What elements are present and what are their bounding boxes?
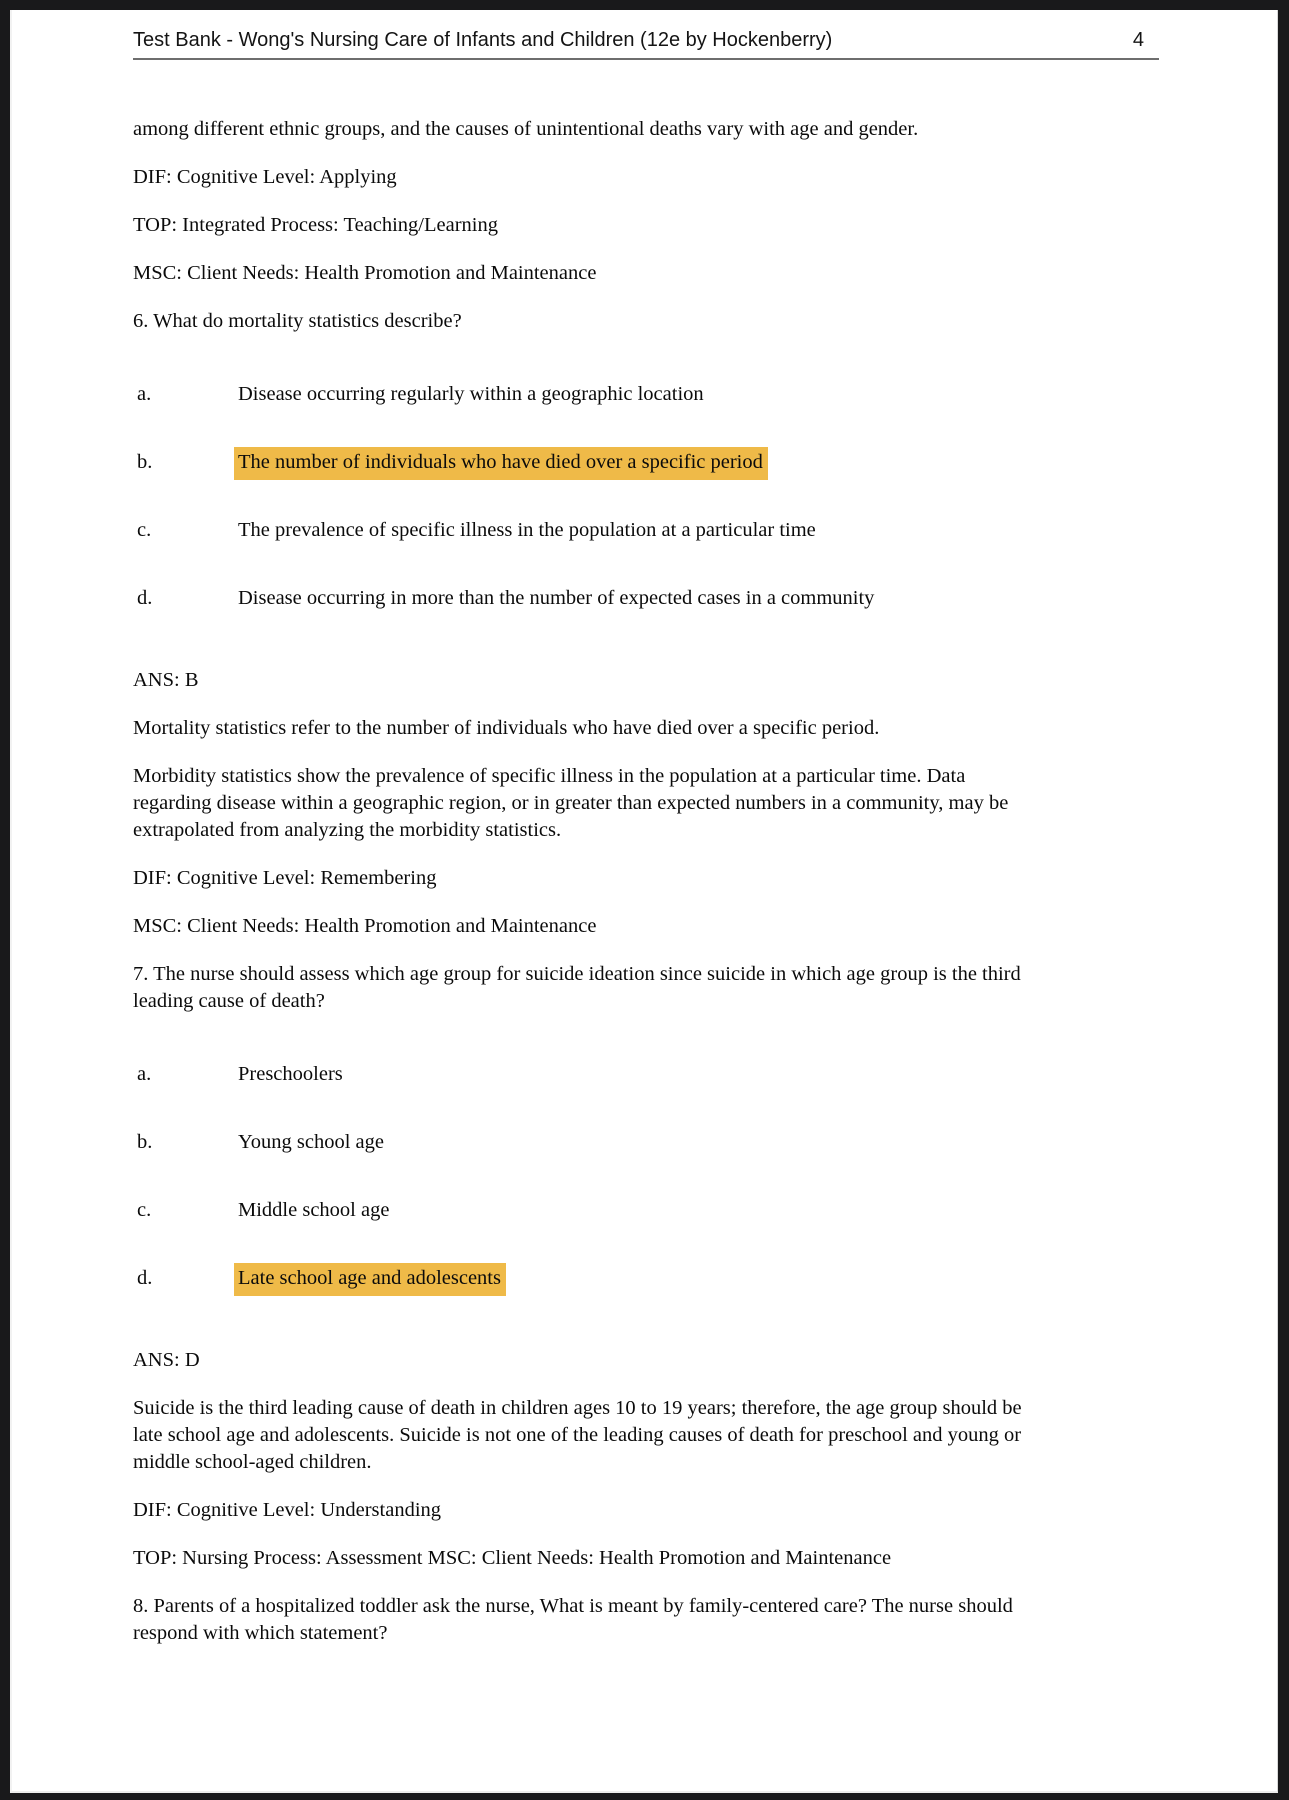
option-letter: d.: [137, 587, 153, 609]
text-line: Mortality statistics refer to the number of individuals who have died over a specific period.: [133, 717, 880, 739]
text-line: late school age and adolescents. Suicide is not one of the leading causes of death for preschool and young or: [133, 1424, 1022, 1446]
question-text: [133, 961, 1277, 1015]
page-number: 4: [1132, 29, 1144, 51]
paragraph: [133, 715, 1277, 742]
option-text-highlighted: The number of individuals who have died over a specific period: [234, 447, 768, 480]
option-letter: a.: [137, 383, 152, 405]
option-text: Disease occurring in more than the number of expected cases in a community: [238, 587, 875, 609]
option-letter: a.: [137, 1063, 152, 1085]
text-line: TOP: Integrated Process: Teaching/Learning: [133, 214, 498, 236]
paragraph: [133, 212, 1277, 239]
text-line: 8. Parents of a hospitalized toddler ask the nurse, What is meant by family-centered care? The nurse should: [133, 1595, 1013, 1617]
option-letter: b.: [137, 451, 153, 473]
option-letter: d.: [137, 1267, 153, 1289]
paragraph: [133, 865, 1277, 892]
paragraph: [133, 913, 1277, 940]
option-letter: c.: [137, 519, 152, 541]
answer-text: [133, 667, 1277, 694]
options-list: [133, 1061, 1277, 1292]
text-line: Suicide is the third leading cause of death in children ages 10 to 19 years; therefore, the age group should be: [133, 1397, 1022, 1419]
text-line: regarding disease within a geographic region, or in greater than expected numbers in a community, may be: [133, 792, 1009, 814]
option-text: Disease occurring regularly within a geographic location: [238, 383, 704, 405]
document-body: [133, 116, 1277, 1647]
text-line: DIF: Cognitive Level: Understanding: [133, 1499, 442, 1521]
answer-text: [133, 1347, 1277, 1374]
text-line: respond with which statement?: [133, 1622, 388, 1644]
text-line: extrapolated from analyzing the morbidity statistics.: [133, 819, 562, 841]
text-line: 7. The nurse should assess which age group for suicide ideation since suicide in which age group is the third: [133, 963, 1021, 985]
text-line: Morbidity statistics show the prevalence of specific illness in the population at a particular time. Data: [133, 765, 966, 787]
paragraph: [133, 1395, 1277, 1476]
paragraph: [133, 260, 1277, 287]
paragraph: [133, 1545, 1277, 1572]
text-line: ANS: D: [133, 1349, 200, 1371]
text-line: among different ethnic groups, and the causes of unintentional deaths vary with age and gender.: [133, 118, 919, 140]
document-page: [10, 10, 1278, 1793]
option-row: [133, 1061, 1277, 1088]
paragraph: [133, 763, 1277, 844]
option-row: [133, 449, 1277, 476]
question-text: [133, 1593, 1277, 1647]
paragraph: [133, 164, 1277, 191]
text-line: middle school-aged children.: [133, 1451, 372, 1473]
question-text: [133, 308, 1277, 335]
option-row: [133, 1197, 1277, 1224]
option-text: Preschoolers: [238, 1063, 343, 1085]
header-title: Test Bank - Wong's Nursing Care of Infants and Children (12e by Hockenberry): [133, 29, 833, 51]
option-text: Middle school age: [238, 1199, 390, 1221]
text-line: MSC: Client Needs: Health Promotion and Maintenance: [133, 915, 597, 937]
text-line: MSC: Client Needs: Health Promotion and Maintenance: [133, 262, 597, 284]
text-line: TOP: Nursing Process: Assessment MSC: Client Needs: Health Promotion and Maintenance: [133, 1547, 892, 1569]
page-content: [12, 10, 1277, 1647]
option-row: [133, 517, 1277, 544]
paragraph: [133, 1497, 1277, 1524]
text-line: ANS: B: [133, 669, 199, 691]
option-letter: b.: [137, 1131, 153, 1153]
document-header: [133, 28, 1159, 60]
options-list: [133, 381, 1277, 612]
text-line: DIF: Cognitive Level: Remembering: [133, 867, 437, 889]
option-text: Young school age: [238, 1131, 384, 1153]
option-letter: c.: [137, 1199, 152, 1221]
option-row: [133, 585, 1277, 612]
option-text: The prevalence of specific illness in the population at a particular time: [238, 519, 816, 541]
option-row: [133, 1129, 1277, 1156]
option-row: [133, 381, 1277, 408]
option-text-highlighted: Late school age and adolescents: [234, 1263, 506, 1296]
text-line: leading cause of death?: [133, 990, 325, 1012]
text-line: 6. What do mortality statistics describe?: [133, 310, 462, 332]
text-line: DIF: Cognitive Level: Applying: [133, 166, 397, 188]
paragraph: [133, 116, 1277, 143]
option-row: [133, 1265, 1277, 1292]
